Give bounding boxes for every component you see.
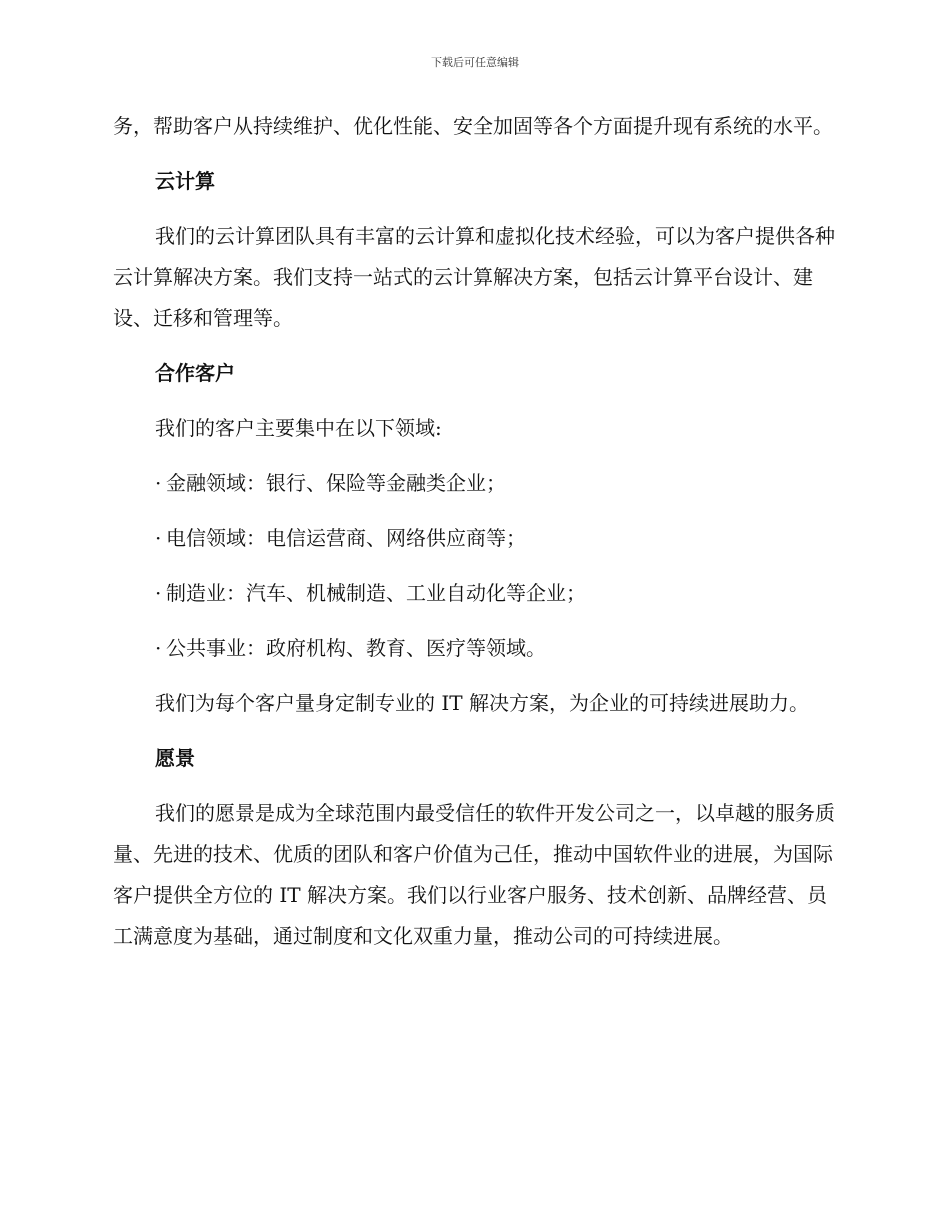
- bullet-symbol: ·: [155, 526, 162, 550]
- document-body: [113, 106, 841, 971]
- list-item-text: 公共事业：政府机构、教育、医疗等领域。: [166, 636, 546, 660]
- section-heading-clients: 合作客户: [155, 361, 235, 385]
- page-header: 下载后可任意编辑: [431, 56, 519, 69]
- paragraph-clients-summary: 我们为每个客户量身定制专业的 IT 解决方案，为企业的可持续进展助力。: [155, 691, 809, 715]
- section-heading-cloud: 云计算: [155, 169, 215, 193]
- list-item-text: 制造业：汽车、机械制造、工业自动化等企业；: [166, 581, 586, 605]
- bullet-symbol: ·: [155, 471, 162, 495]
- paragraph-vision: 我们的愿景是成为全球范围内最受信任的软件开发公司之一，以卓越的服务质量、先进的技术、优质的团队和客户价值为己任，推动中国软件业的进展，为国际客户提供全方位的 IT 解决方案。我们以行业客户服务、技术创新、品牌经营、员工满意度为基础，通过制度和文化双重力量，推动公司的可持续进展。: [113, 801, 835, 948]
- paragraph-continuation: 务，帮助客户从持续维护、优化性能、安全加固等各个方面提升现有系统的水平。: [113, 114, 833, 138]
- section-heading-vision: 愿景: [155, 746, 195, 770]
- paragraph-clients-intro: 我们的客户主要集中在以下领域:: [155, 416, 442, 440]
- bullet-symbol: ·: [155, 581, 162, 605]
- list-item: [113, 573, 841, 614]
- list-item-text: 电信领域：电信运营商、网络供应商等；: [166, 526, 526, 550]
- list-item: [113, 518, 841, 559]
- bullet-symbol: ·: [155, 636, 162, 660]
- paragraph-cloud: 我们的云计算团队具有丰富的云计算和虚拟化技术经验，可以为客户提供各种云计算解决方案。我们支持一站式的云计算解决方案，包括云计算平台设计、建设、迁移和管理等。: [113, 224, 835, 330]
- list-item: [113, 628, 841, 669]
- list-item: [113, 463, 841, 504]
- list-item-text: 金融领域：银行、保险等金融类企业；: [166, 471, 506, 495]
